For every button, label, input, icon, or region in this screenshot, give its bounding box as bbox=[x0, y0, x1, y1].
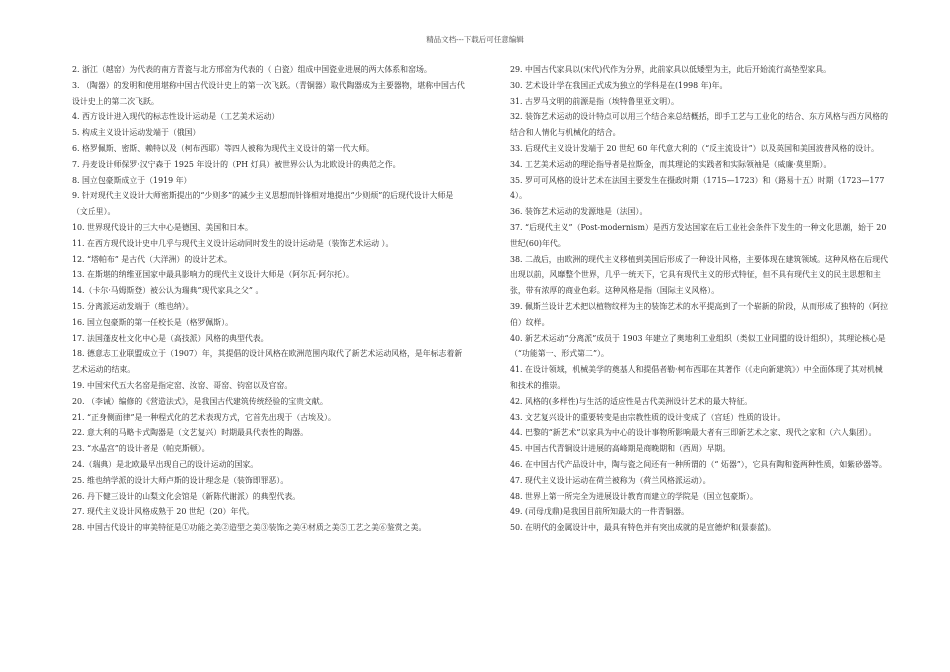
question-item: 30. 艺术设计学在我国正式成为独立的学科是在(1998 年)年。 bbox=[510, 80, 728, 90]
question-item: 32. 装饰艺术运动的设计特点可以用三个结合来总结概括，即手工艺与工业化的结合、东方风格与西方风格的结合和人情化与机械化的结合。 bbox=[510, 112, 889, 138]
question-item: 29. 中国古代家具以(宋代)代作为分界，此前家具以低矮型为主，此后开始流行高垫型家具。 bbox=[510, 65, 832, 74]
question-item: 2. 浙江（越窑）为代表的南方青瓷与北方邢窑为代表的（ 白瓷）组成中国瓷业进展的两大体系和窑场。 bbox=[72, 65, 432, 74]
question-item: 47. 现代主义设计运动在荷兰被称为（荷兰风格派运动）。 bbox=[510, 475, 711, 485]
page-header: 精品文档---下载后可任意编辑 bbox=[426, 35, 524, 44]
question-item: 21. “正身侧面律”是一种程式化的艺术表现方式，它首先出现于（古埃及）。 bbox=[72, 412, 336, 422]
question-item: 22. 意大利的马略卡式陶器是（文艺复兴）时期最具代表性的陶器。 bbox=[72, 428, 308, 438]
question-item: 24.（瑞典）是北欧最早出现自己的设计运动的国家。 bbox=[72, 459, 259, 469]
left-column bbox=[72, 62, 467, 536]
question-item: 25. 维也纳学派的设计大师卢斯的设计理念是（装饰即罪恶）。 bbox=[72, 475, 289, 485]
question-item: 34. 工艺美术运动的理论指导者是拉斯金，而其理论的实践者和实际领袖是（威廉·莫里斯）。 bbox=[510, 159, 832, 169]
question-item: 40. 新艺术运动“分离派”成员于 1903 年建立了奥地利工业组织（类似工业同盟的设计组织），其理论核心是（“功能第一、形式第二”）。 bbox=[510, 333, 886, 359]
question-item: 20. （李诫）编修的《营造法式》，是我国古代建筑传统经验的宝贵文献。 bbox=[72, 396, 328, 406]
question-item: 3. （陶器）的发明和使用堪称中国古代设计史上的第一次飞跃。（青铜器）取代陶器成为主要器物，堪称中国古代设计史上的第二次飞跃。 bbox=[72, 80, 465, 106]
question-item: 46. 在中国古代产品设计中，陶与瓷之间还有一种所谓的（“ 炻器”），它具有陶和瓷两种性质，如紫砂器等。 bbox=[510, 459, 887, 469]
question-item: 12. “塔帕布” 是古代（大洋洲）的设计艺术。 bbox=[72, 254, 232, 264]
question-item: 14.（卡尔·马姆斯登）被公认为瑞典“现代家具之父” 。 bbox=[72, 286, 264, 296]
question-item: 31. 古罗马文明的前源是指（埃特鲁里亚文明）。 bbox=[510, 96, 679, 106]
question-item: 8. 国立包豪斯成立于（1919 年） bbox=[72, 175, 192, 185]
question-item: 13. 在斯堪的纳维亚国家中最具影响力的现代主义设计大师是（阿尔瓦·阿尔托）。 bbox=[72, 270, 354, 280]
question-item: 49. (司母戊鼎)是我国目前所知最大的一件青铜器。 bbox=[510, 507, 690, 517]
question-item: 6. 格罗佩斯、密斯、赖特以及（柯布西耶）等四人被称为现代主义设计的第一代大师。 bbox=[72, 143, 374, 153]
question-item: 18. 德意志工业联盟成立于（1907）年，其提倡的设计风格在欧洲范围内取代了新艺术运动风格，是年标志着新艺术运动的结束。 bbox=[72, 349, 463, 375]
question-item: 42. 风格的(多样性)与生活的适应性是古代美洲设计艺术的最大特征。 bbox=[510, 396, 753, 406]
question-item: 15. 分离派运动发端于（维也纳）。 bbox=[72, 301, 194, 311]
question-item: 44. 巴黎的“新艺术”以家具为中心的设计事物所影响最大者有三即新艺术之家、现代之家和（六人集团）。 bbox=[510, 428, 877, 438]
question-item: 16. 国立包豪斯的第一任校长是（格罗佩斯）。 bbox=[72, 317, 234, 327]
question-item: 19. 中国宋代五大名窑是指定窑、汝窑、哥窑、钧窑以及官窑。 bbox=[72, 380, 293, 390]
question-item: 35. 罗可可风格的设计艺术在法国主要发生在摄政时期（1715—1723）和（路易十五）时期（1723—1774）。 bbox=[510, 175, 885, 201]
question-item: 28. 中国古代设计的审美特征是①功能之美②造型之美③装饰之美④材质之美⑤工艺之美⑥鉴赏之美。 bbox=[72, 523, 427, 533]
question-item: 37. “后现代主义”（Post-modernism）是西方发达国家在后工业社会条件下发生的一种文化思潮，始于 20 世纪(60)年代。 bbox=[510, 222, 887, 248]
question-item: 45. 中国古代青铜设计进展的高峰期是商晚期和（西周）早期。 bbox=[510, 444, 731, 454]
question-item: 27. 现代主义设计风格成熟于 20 世纪（20）年代。 bbox=[72, 507, 255, 517]
question-item: 11. 在西方现代设计史中几乎与现代主义设计运动同时发生的设计运动是（装饰艺术运动 ）。 bbox=[72, 238, 394, 248]
question-item: 33. 后现代主义设计发端于 20 世纪 60 年代意大利的（“反主流设计”）以及英国和美国波普风格的设计。 bbox=[510, 143, 879, 153]
question-item: 48. 世界上第一所完全为进展设计教育而建立的学院是（国立包豪斯）。 bbox=[510, 491, 758, 501]
question-item: 39. 佩斯兰设计艺术把以植物纹样为主的装饰艺术的水平提高到了一个崭新的阶段，从而形成了独特的（阿拉伯）纹样。 bbox=[510, 301, 889, 327]
question-item: 7. 丹麦设计师保罗·汉宁森于 1925 年设计的（PH 灯具）被世界公认为北欧设计的典范之作。 bbox=[72, 159, 401, 169]
question-item: 43. 文艺复兴设计的重要转变是由宗教性质的设计变成了（宫廷）性质的设计。 bbox=[510, 412, 786, 422]
question-item: 9. 针对现代主义设计大师密斯提出的“少则多”的减少主义思想而针锋相对地提出“少则烦”的后现代设计大师是（文丘里）。 bbox=[72, 191, 454, 217]
question-item: 36. 装饰艺术运动的发源地是（法国）。 bbox=[510, 207, 648, 217]
question-item: 26. 丹下健三设计的山梨文化会馆是（新陈代谢派）的典型代表。 bbox=[72, 491, 301, 501]
question-item: 17. 法国蓬皮杜文化中心是（高技派）风格的典型代表。 bbox=[72, 333, 269, 343]
question-item: 23. “水晶宫”的设计者是（帕克斯顿）。 bbox=[72, 444, 210, 454]
question-item: 10. 世界现代设计的三大中心是德国、美国和日本。 bbox=[72, 222, 253, 232]
question-item: 41. 在设计领域，机械美学的奠基人和提倡者勒·柯布西耶在其著作（《走向新建筑》）中全面体现了其对机械和技术的推崇。 bbox=[510, 365, 883, 390]
question-item: 4. 西方设计进入现代的标志性设计运动是（工艺美术运动） bbox=[72, 112, 280, 122]
question-item: 50. 在明代的金属设计中，最具有特色并有突出成就的是宣德炉和(景泰蓝)。 bbox=[510, 523, 776, 533]
right-column bbox=[510, 62, 890, 536]
question-item: 5. 构成主义设计运动发端于（俄国） bbox=[72, 128, 201, 138]
question-item: 38. 二战后，由欧洲的现代主义移植到美国后形成了一种设计风格，主要体现在建筑领域。这种风格在后现代出现以前，风靡整个世界，几乎一统天下，它具有现代主义的形式特征，但不具有现代主义的民主思想和主张，带有浓厚的商业色彩。这种风格是指（国际主义风格）。 bbox=[510, 254, 889, 296]
